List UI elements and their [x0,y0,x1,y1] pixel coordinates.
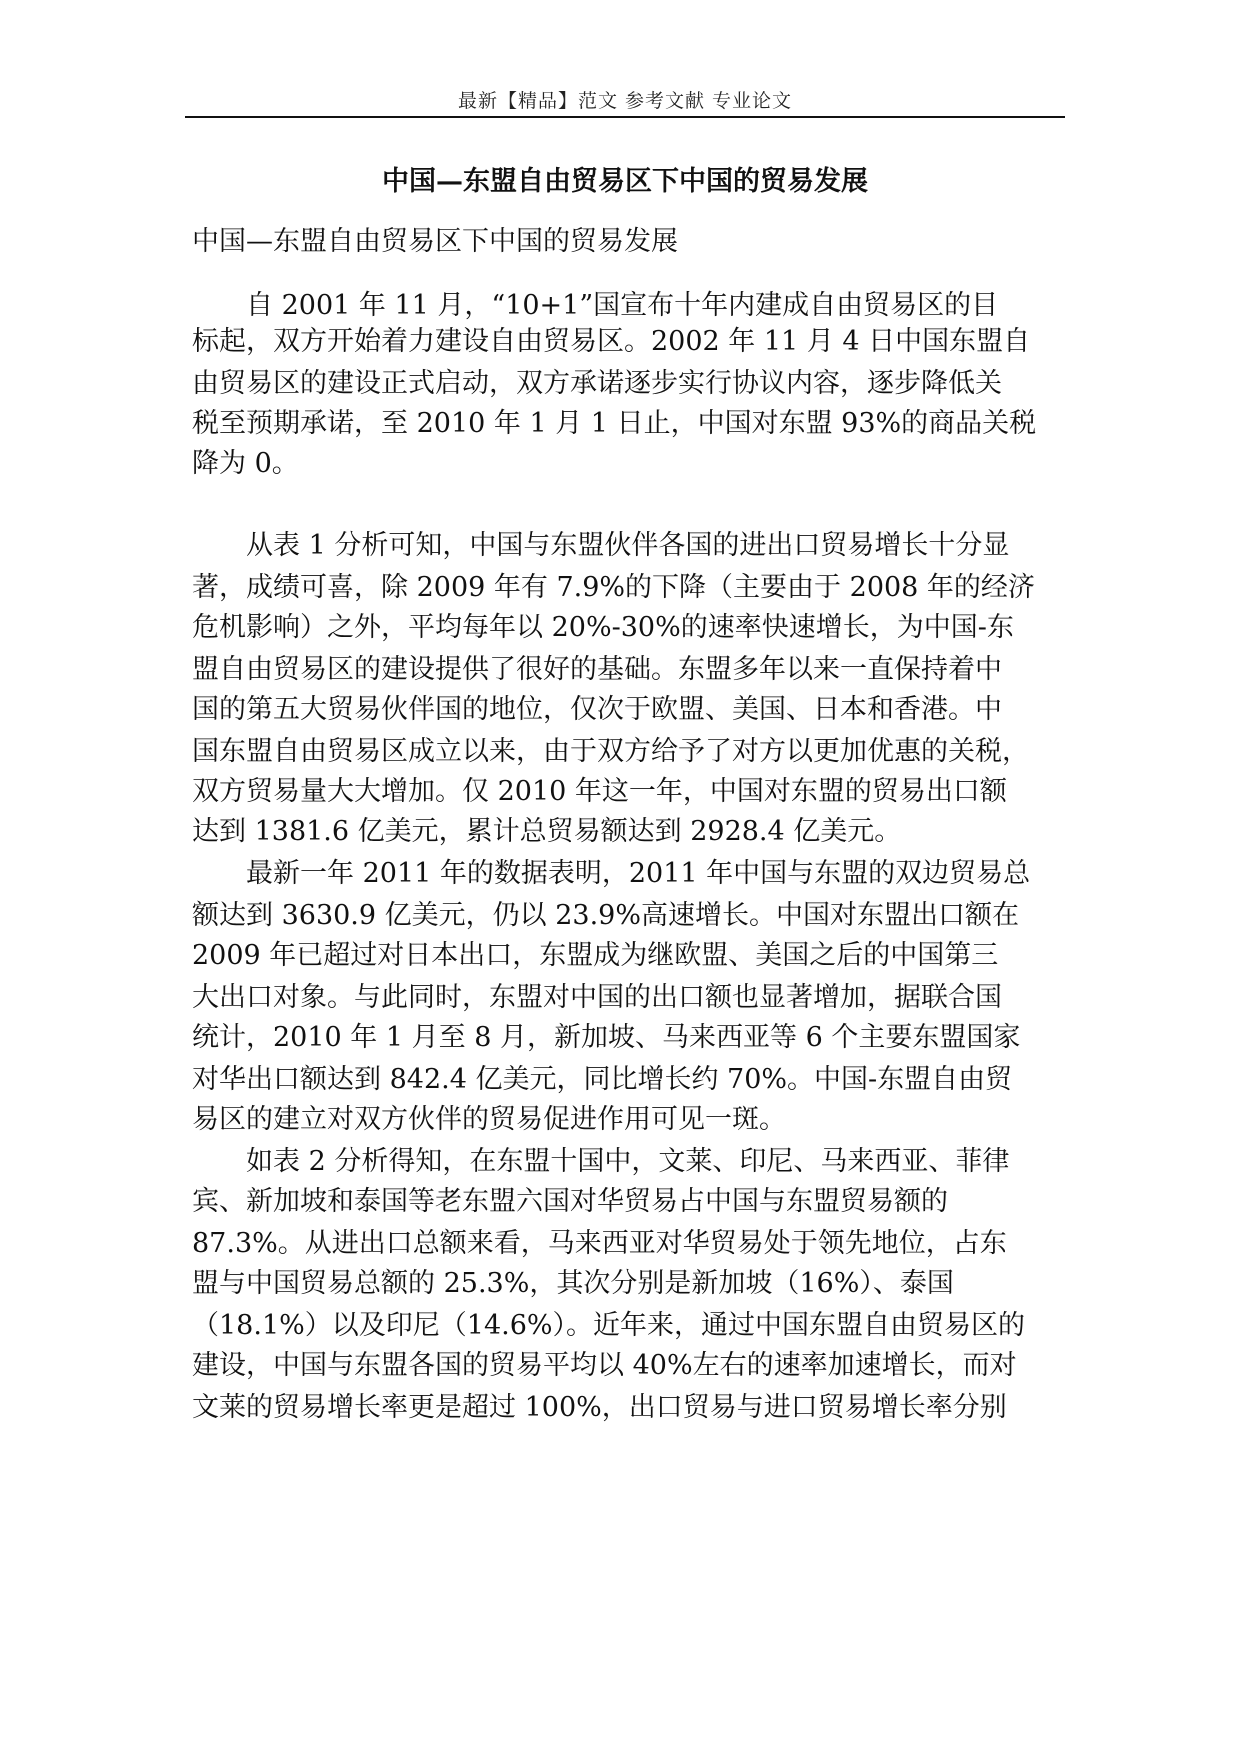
text-line: 对华出口额达到 842.4 亿美元，同比增长约 70%。中国-东盟自由贸 [192,1064,1013,1095]
text-line: 国东盟自由贸易区成立以来，由于双方给予了对方以更加优惠的关税， [192,736,1029,767]
page-header: 最新【精品】范文 参考文献 专业论文 [457,90,793,112]
text-line: 降为 0。 [192,448,299,479]
text-line: 大出口对象。与此同时，东盟对中国的出口额也显著增加，据联合国 [192,982,1002,1013]
text-line: 达到 1381.6 亿美元，累计总贸易额达到 2928.4 亿美元。 [192,816,902,847]
text-line: 双方贸易量大大增加。仅 2010 年这一年，中国对东盟的贸易出口额 [192,776,1007,807]
text-line: 建设，中国与东盟各国的贸易平均以 40%左右的速率加速增长，而对 [192,1350,1017,1381]
text-line: 最新一年 2011 年的数据表明，2011 年中国与东盟的双边贸易总 [192,858,1031,889]
text-line: 盟自由贸易区的建设提供了很好的基础。东盟多年以来一直保持着中 [192,654,1002,685]
text-line: 国的第五大贸易伙伴国的地位，仅次于欧盟、美国、日本和香港。中 [192,694,1002,725]
text-line: 87.3%。从进出口总额来看，马来西亚对华贸易处于领先地位，占东 [192,1228,1007,1259]
text-line: 宾、新加坡和泰国等老东盟六国对华贸易占中国与东盟贸易额的 [192,1186,948,1217]
text-line: 盟与中国贸易总额的 25.3%，其次分别是新加坡（16%）、泰国 [192,1268,954,1299]
text-line: 统计，2010 年 1 月至 8 月，新加坡、马来西亚等 6 个主要东盟国家 [192,1022,1021,1053]
text-line: （18.1%）以及印尼（14.6%）。近年来，通过中国东盟自由贸易区的 [192,1310,1026,1341]
text-line: 著，成绩可喜，除 2009 年有 7.9%的下降（主要由于 2008 年的经济 [192,572,1035,603]
text-line: 文莱的贸易增长率更是超过 100%，出口贸易与进口贸易增长率分别 [192,1392,1007,1423]
text-line: 标起，双方开始着力建设自由贸易区。2002 年 11 月 4 日中国东盟自 [192,326,1031,357]
text-line: 自 2001 年 11 月，“10+1”国宣布十年内建成自由贸易区的目 [192,290,999,321]
text-line: 由贸易区的建设正式启动，双方承诺逐步实行协议内容，逐步降低关 [192,368,1002,399]
text-line: 易区的建立对双方伙伴的贸易促进作用可见一斑。 [192,1104,786,1135]
text-line: 从表 1 分析可知，中国与东盟伙伴各国的进出口贸易增长十分显 [192,530,1010,561]
text-line: 税至预期承诺，至 2010 年 1 月 1 日止，中国对东盟 93%的商品关税 [192,408,1037,439]
text-line: 2009 年已超过对日本出口，东盟成为继欧盟、美国之后的中国第三 [192,940,999,971]
text-line: 危机影响）之外，平均每年以 20%-30%的速率快速增长，为中国-东 [192,612,1014,643]
header-divider [185,116,1065,118]
document-title: 中国—东盟自由贸易区下中国的贸易发展 [382,166,868,197]
document-subtitle: 中国—东盟自由贸易区下中国的贸易发展 [192,226,678,257]
text-line: 额达到 3630.9 亿美元，仍以 23.9%高速增长。中国对东盟出口额在 [192,900,1019,931]
text-line: 如表 2 分析得知，在东盟十国中，文莱、印尼、马来西亚、菲律 [192,1146,1010,1177]
